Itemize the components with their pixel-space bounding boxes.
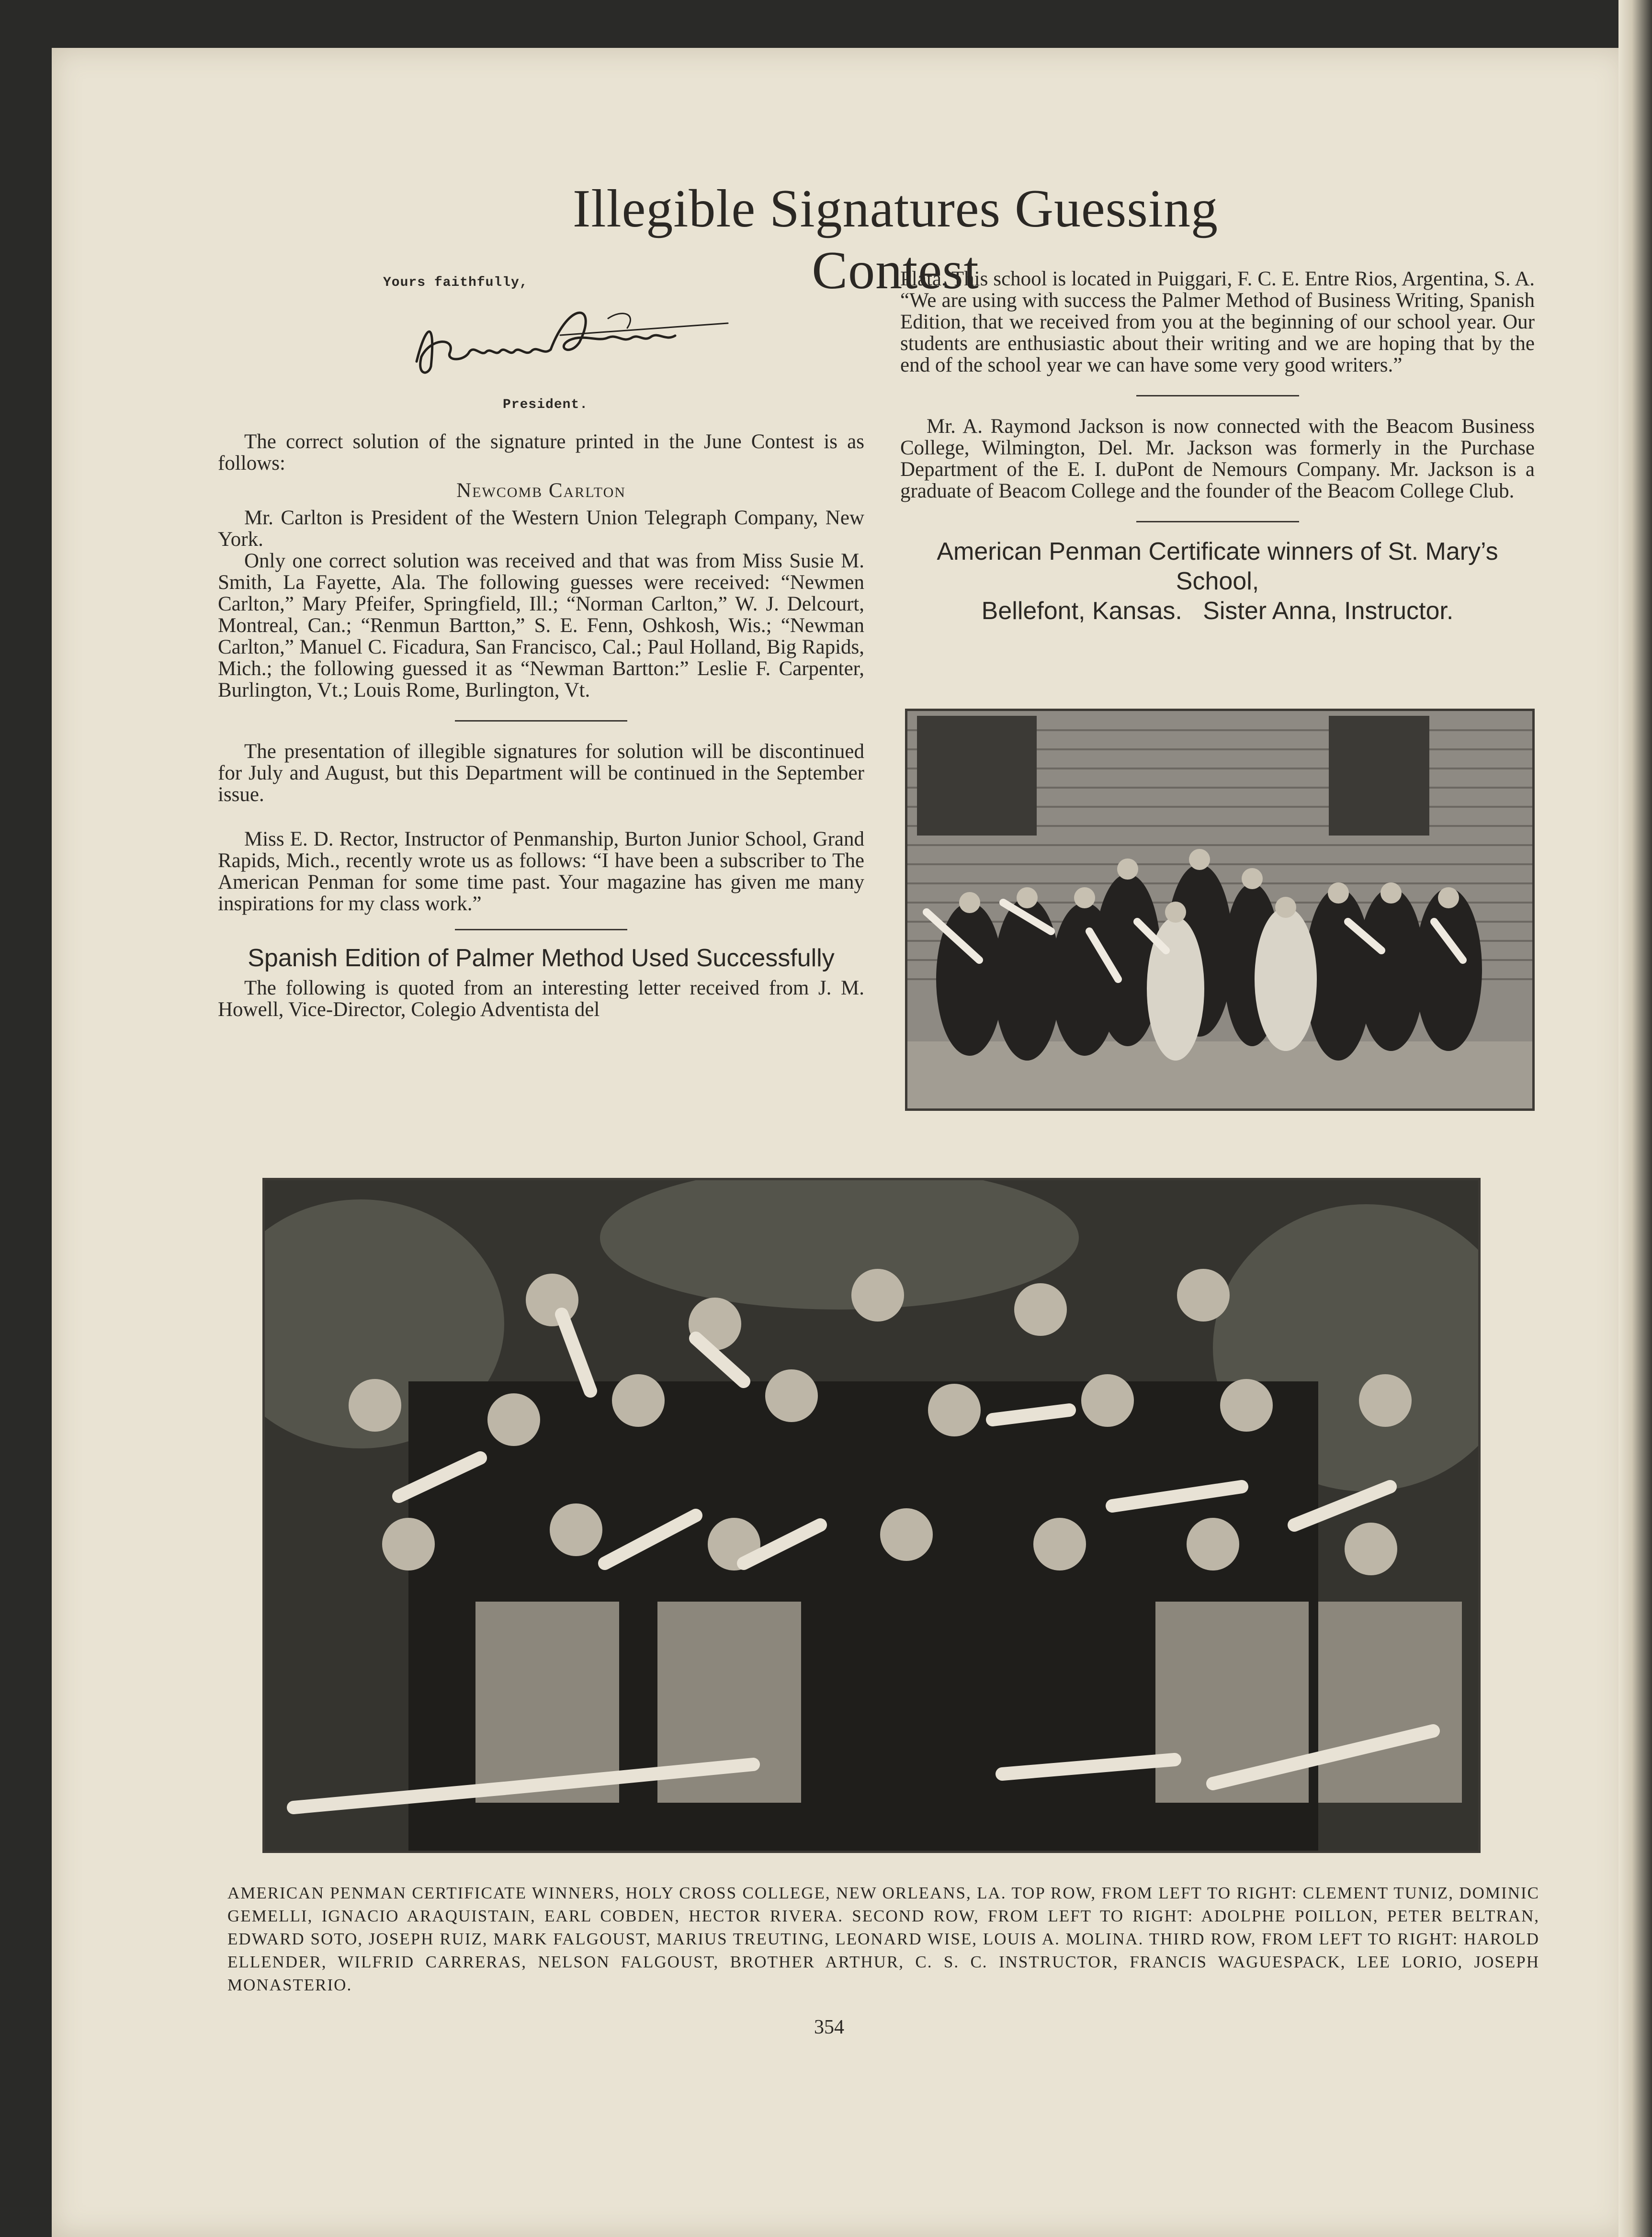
paragraph: The following is quoted from an interesting letter received from J. M. Howell, Vice-Director, Colegio Adventista del	[218, 977, 864, 1021]
signature-role: President.	[503, 397, 588, 412]
paragraph: The presentation of illegible signatures for solution will be discontinued for July and August, but this Department will be continued in the September issue.	[218, 740, 864, 806]
photo-heading-line3: Sister Anna, Instructor.	[1203, 597, 1454, 625]
group-photo-holy-cross	[262, 1178, 1481, 1853]
answer-name: Newcomb Carlton	[456, 479, 626, 502]
right-column	[900, 268, 1535, 630]
photo-caption: AMERICAN PENMAN CERTIFICATE WINNERS, HOLY CROSS COLLEGE, NEW ORLEANS, LA. TOP ROW, FROM LEFT TO RIGHT: CLEMENT TUNIZ, DOMINIC GEMELLI, IGNACIO ARAQUISTAIN, EARL COBDEN, HECTOR RIVERA. SECOND ROW, FROM LEFT TO RIGHT: ADOLPHE POILLON, PETER BELTRAN, EDWARD SOTO, JOSEPH RUIZ, MARK FALGOUST, MARIUS TREUTING, LEONARD WISE, LOUIS A. MOLINA. THIRD ROW, FROM LEFT TO RIGHT: HAROLD ELLENDER, WILFRID CARRERAS, NELSON FALGOUST, BROTHER ARTHUR, C. S. C. INSTRUCTOR, FRANCIS WAGUESPACK, LEE LORIO, JOSEPH MONASTERIO.	[227, 1884, 1539, 1994]
group-photo-holy-cross-image	[265, 1180, 1478, 1851]
paragraph: Miss E. D. Rector, Instructor of Penmanship, Burton Junior School, Grand Rapids, Mich., recently wrote us as follows: “I have been a subscriber to The American Penman for some time past. Your magazine has given me many inspirations for my class work.”	[218, 828, 864, 915]
paragraph: The correct solution of the signature printed in the June Contest is as follows:	[218, 430, 864, 475]
paragraph: Mr. Carlton is President of the Western Union Telegraph Company, New York.	[218, 507, 864, 551]
page-title: Illegible Signatures Guessing Contest	[573, 179, 1218, 300]
paragraph: Only one correct solution was received and that was from Miss Susie M. Smith, La Fayette, Ala. The following guesses were received: “Newmen Carlton,” Mary Pfeifer, Springfield, Ill.; “Norman Carlton,” W. J. Delcourt, Montreal, Can.; “Renmun Bartton,” S. E. Fenn, Oshkosh, Wis.; “Newman Carlton,” Manuel C. Ficadura, San Francisco, Cal.; Paul Holland, Big Rapids, Mich.; the following guessed it as “Newman Bartton:” Leslie F. Carpenter, Burlington, Vt.; Louis Rome, Burlington, Vt.	[218, 550, 864, 701]
photo-heading-line2: Bellefont, Kansas.	[981, 597, 1182, 625]
section-divider	[1136, 395, 1299, 396]
signature-block	[383, 275, 776, 414]
group-photo-st-marys-image	[907, 711, 1532, 1108]
left-column	[218, 431, 864, 1020]
page-number: 354	[814, 2016, 844, 2038]
photo-heading-line1: American Penman Certificate winners of St. Mary’s School,	[937, 538, 1498, 595]
paragraph: Mr. A. Raymond Jackson is now connected with the Beacom Business College, Wilmington, Del. Mr. Jackson was formerly in the Purchase Department of the E. I. duPont de Nemours Company. Mr. Jackson is a graduate of Beacom College and the founder of the Beacom College Club.	[900, 415, 1535, 502]
section-divider	[455, 720, 627, 722]
signature-closing: Yours faithfully,	[383, 275, 528, 290]
handwritten-signature	[397, 290, 742, 390]
group-photo-st-marys	[905, 709, 1535, 1111]
photo-heading	[900, 537, 1535, 626]
section-divider	[455, 929, 627, 930]
book-spine-shadow	[1618, 0, 1652, 2237]
section-heading: Spanish Edition of Palmer Method Used Successfully	[248, 944, 835, 972]
section-divider	[1136, 521, 1299, 522]
paragraph: Plata. This school is located in Puiggari, F. C. E. Entre Rios, Argentina, S. A. “We are using with success the Palmer Method of Business Writing, Spanish Edition, that we received from you at the beginning of our school year. Our students are enthusiastic about their writing and we are hoping that by the end of the school year we can have some very good writers.”	[900, 268, 1535, 376]
